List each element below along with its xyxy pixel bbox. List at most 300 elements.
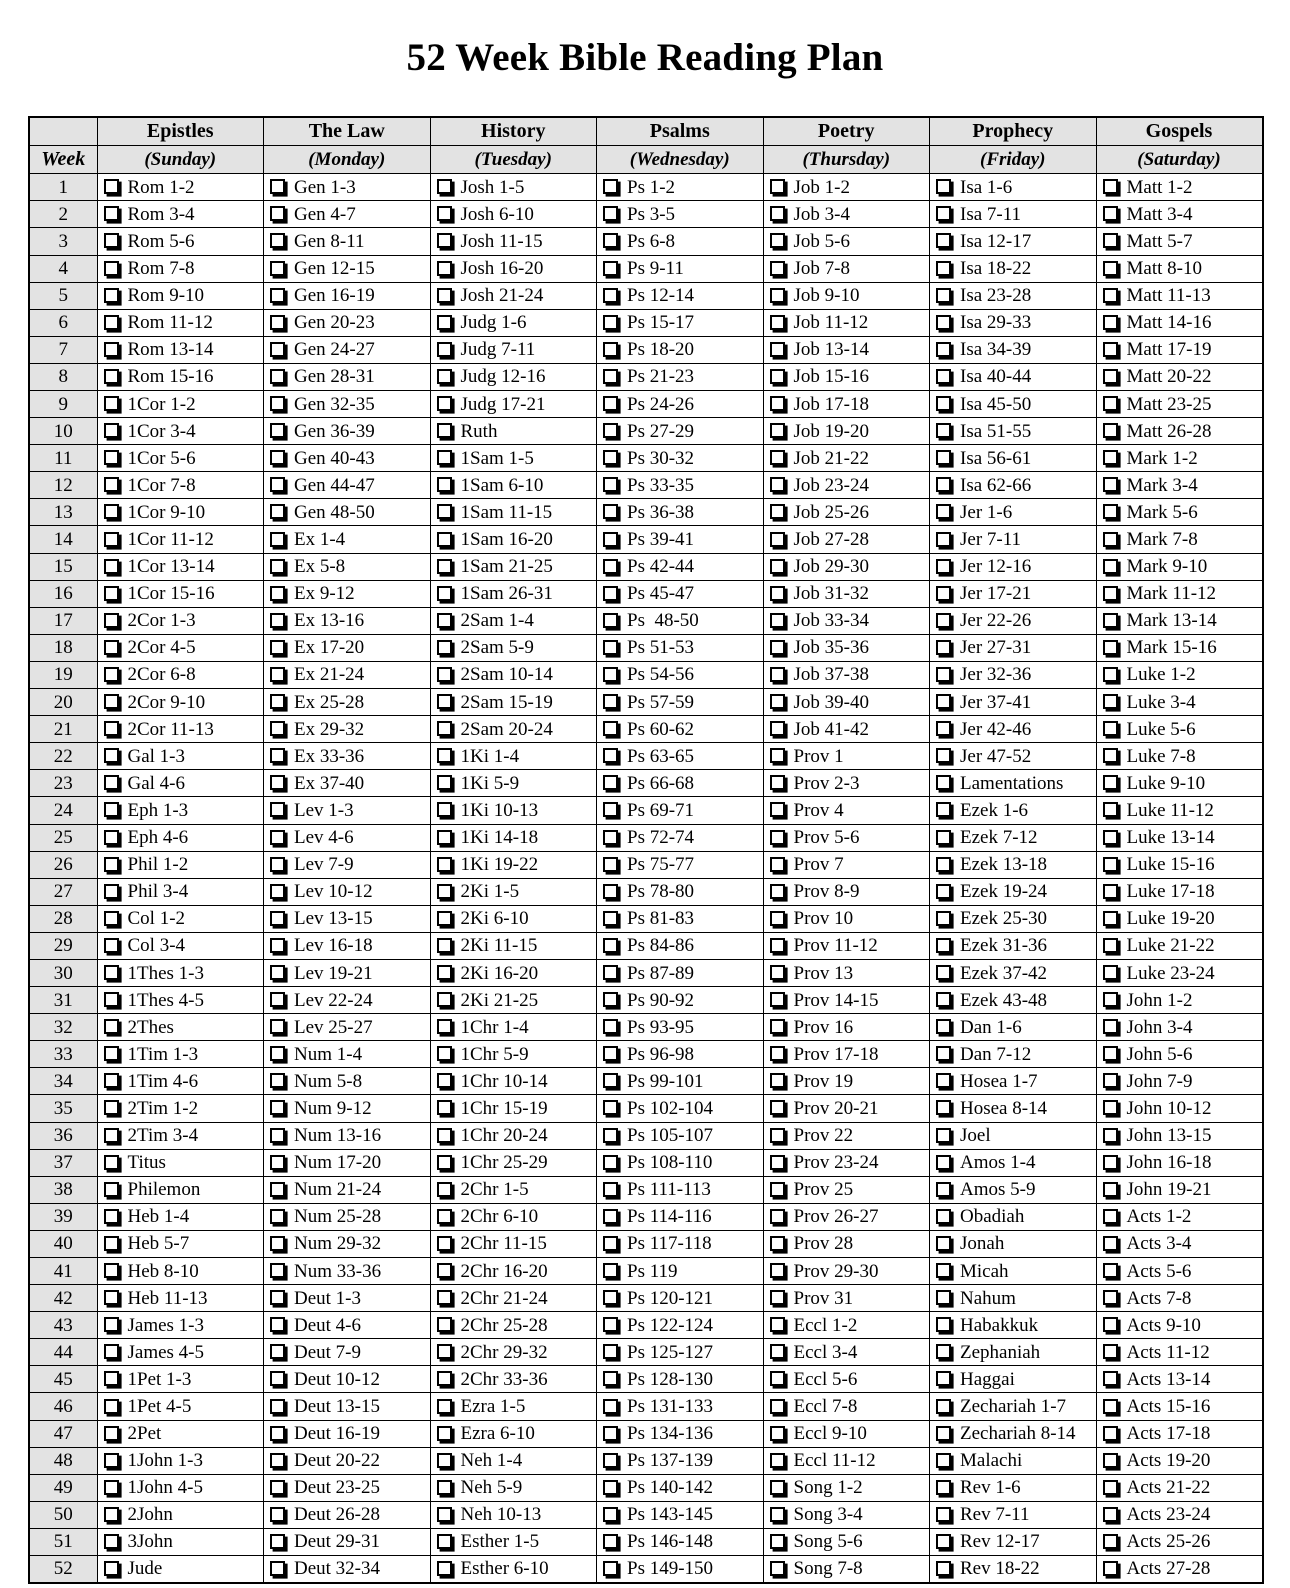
checkbox-icon[interactable] [437,1155,452,1170]
checkbox-icon[interactable] [104,613,119,628]
checkbox-icon[interactable] [104,857,119,872]
checkbox-icon[interactable] [770,504,785,519]
checkbox-icon[interactable] [104,1371,119,1386]
checkbox-icon[interactable] [936,721,951,736]
checkbox-icon[interactable] [936,613,951,628]
checkbox-icon[interactable] [603,450,618,465]
checkbox-icon[interactable] [270,721,285,736]
checkbox-icon[interactable] [437,965,452,980]
checkbox-icon[interactable] [603,396,618,411]
checkbox-icon[interactable] [603,342,618,357]
checkbox-icon[interactable] [603,1263,618,1278]
checkbox-icon[interactable] [770,1128,785,1143]
checkbox-icon[interactable] [437,1290,452,1305]
checkbox-icon[interactable] [1103,775,1118,790]
checkbox-icon[interactable] [770,586,785,601]
checkbox-icon[interactable] [104,1019,119,1034]
checkbox-icon[interactable] [770,1290,785,1305]
checkbox-icon[interactable] [104,884,119,899]
checkbox-icon[interactable] [936,748,951,763]
checkbox-icon[interactable] [1103,1534,1118,1549]
checkbox-icon[interactable] [270,369,285,384]
checkbox-icon[interactable] [437,884,452,899]
checkbox-icon[interactable] [270,288,285,303]
checkbox-icon[interactable] [270,965,285,980]
checkbox-icon[interactable] [1103,911,1118,926]
checkbox-icon[interactable] [270,477,285,492]
checkbox-icon[interactable] [936,1371,951,1386]
checkbox-icon[interactable] [936,1453,951,1468]
checkbox-icon[interactable] [270,992,285,1007]
checkbox-icon[interactable] [770,423,785,438]
checkbox-icon[interactable] [770,206,785,221]
checkbox-icon[interactable] [437,1019,452,1034]
checkbox-icon[interactable] [1103,1561,1118,1576]
checkbox-icon[interactable] [770,532,785,547]
checkbox-icon[interactable] [770,1182,785,1197]
checkbox-icon[interactable] [770,884,785,899]
checkbox-icon[interactable] [1103,613,1118,628]
checkbox-icon[interactable] [270,694,285,709]
checkbox-icon[interactable] [603,613,618,628]
checkbox-icon[interactable] [936,423,951,438]
checkbox-icon[interactable] [1103,640,1118,655]
checkbox-icon[interactable] [1103,992,1118,1007]
checkbox-icon[interactable] [770,857,785,872]
checkbox-icon[interactable] [104,911,119,926]
checkbox-icon[interactable] [1103,261,1118,276]
checkbox-icon[interactable] [936,206,951,221]
checkbox-icon[interactable] [437,1128,452,1143]
checkbox-icon[interactable] [1103,694,1118,709]
checkbox-icon[interactable] [437,1534,452,1549]
checkbox-icon[interactable] [603,802,618,817]
checkbox-icon[interactable] [1103,667,1118,682]
checkbox-icon[interactable] [104,830,119,845]
checkbox-icon[interactable] [603,179,618,194]
checkbox-icon[interactable] [437,1182,452,1197]
checkbox-icon[interactable] [437,1263,452,1278]
checkbox-icon[interactable] [1103,369,1118,384]
checkbox-icon[interactable] [1103,1399,1118,1414]
checkbox-icon[interactable] [936,396,951,411]
checkbox-icon[interactable] [104,504,119,519]
checkbox-icon[interactable] [1103,1019,1118,1034]
checkbox-icon[interactable] [270,1426,285,1441]
checkbox-icon[interactable] [936,1155,951,1170]
checkbox-icon[interactable] [104,423,119,438]
checkbox-icon[interactable] [437,1344,452,1359]
checkbox-icon[interactable] [1103,1155,1118,1170]
checkbox-icon[interactable] [770,261,785,276]
checkbox-icon[interactable] [104,748,119,763]
checkbox-icon[interactable] [1103,1453,1118,1468]
checkbox-icon[interactable] [437,1317,452,1332]
checkbox-icon[interactable] [1103,179,1118,194]
checkbox-icon[interactable] [936,1561,951,1576]
checkbox-icon[interactable] [437,857,452,872]
checkbox-icon[interactable] [936,992,951,1007]
checkbox-icon[interactable] [936,1236,951,1251]
checkbox-icon[interactable] [603,1480,618,1495]
checkbox-icon[interactable] [437,369,452,384]
checkbox-icon[interactable] [104,1344,119,1359]
checkbox-icon[interactable] [770,1561,785,1576]
checkbox-icon[interactable] [437,532,452,547]
checkbox-icon[interactable] [770,1317,785,1332]
checkbox-icon[interactable] [1103,1317,1118,1332]
checkbox-icon[interactable] [104,586,119,601]
checkbox-icon[interactable] [603,1128,618,1143]
checkbox-icon[interactable] [936,965,951,980]
checkbox-icon[interactable] [1103,559,1118,574]
checkbox-icon[interactable] [936,1100,951,1115]
checkbox-icon[interactable] [437,342,452,357]
checkbox-icon[interactable] [936,233,951,248]
checkbox-icon[interactable] [936,1480,951,1495]
checkbox-icon[interactable] [104,1290,119,1305]
checkbox-icon[interactable] [270,396,285,411]
checkbox-icon[interactable] [104,532,119,547]
checkbox-icon[interactable] [270,261,285,276]
checkbox-icon[interactable] [270,450,285,465]
checkbox-icon[interactable] [104,1155,119,1170]
checkbox-icon[interactable] [770,179,785,194]
checkbox-icon[interactable] [104,450,119,465]
checkbox-icon[interactable] [1103,1128,1118,1143]
checkbox-icon[interactable] [1103,504,1118,519]
checkbox-icon[interactable] [770,1100,785,1115]
checkbox-icon[interactable] [770,613,785,628]
checkbox-icon[interactable] [770,1046,785,1061]
checkbox-icon[interactable] [1103,1073,1118,1088]
checkbox-icon[interactable] [770,911,785,926]
checkbox-icon[interactable] [603,938,618,953]
checkbox-icon[interactable] [437,423,452,438]
checkbox-icon[interactable] [603,748,618,763]
checkbox-icon[interactable] [936,1073,951,1088]
checkbox-icon[interactable] [770,233,785,248]
checkbox-icon[interactable] [437,1046,452,1061]
checkbox-icon[interactable] [936,775,951,790]
checkbox-icon[interactable] [603,721,618,736]
checkbox-icon[interactable] [437,640,452,655]
checkbox-icon[interactable] [104,1426,119,1441]
checkbox-icon[interactable] [936,1290,951,1305]
checkbox-icon[interactable] [603,1561,618,1576]
checkbox-icon[interactable] [270,1182,285,1197]
checkbox-icon[interactable] [270,342,285,357]
checkbox-icon[interactable] [437,1453,452,1468]
checkbox-icon[interactable] [603,1426,618,1441]
checkbox-icon[interactable] [603,830,618,845]
checkbox-icon[interactable] [936,504,951,519]
checkbox-icon[interactable] [1103,423,1118,438]
checkbox-icon[interactable] [936,1128,951,1143]
checkbox-icon[interactable] [603,1317,618,1332]
checkbox-icon[interactable] [437,830,452,845]
checkbox-icon[interactable] [437,667,452,682]
checkbox-icon[interactable] [936,1046,951,1061]
checkbox-icon[interactable] [270,1209,285,1224]
checkbox-icon[interactable] [603,423,618,438]
checkbox-icon[interactable] [936,1344,951,1359]
checkbox-icon[interactable] [437,288,452,303]
checkbox-icon[interactable] [770,1073,785,1088]
checkbox-icon[interactable] [770,1534,785,1549]
checkbox-icon[interactable] [104,721,119,736]
checkbox-icon[interactable] [603,206,618,221]
checkbox-icon[interactable] [936,179,951,194]
checkbox-icon[interactable] [603,911,618,926]
checkbox-icon[interactable] [603,233,618,248]
checkbox-icon[interactable] [270,559,285,574]
checkbox-icon[interactable] [936,1534,951,1549]
checkbox-icon[interactable] [936,667,951,682]
checkbox-icon[interactable] [770,1209,785,1224]
checkbox-icon[interactable] [936,911,951,926]
checkbox-icon[interactable] [437,206,452,221]
checkbox-icon[interactable] [770,315,785,330]
checkbox-icon[interactable] [437,775,452,790]
checkbox-icon[interactable] [270,1507,285,1522]
checkbox-icon[interactable] [270,1371,285,1386]
checkbox-icon[interactable] [104,1561,119,1576]
checkbox-icon[interactable] [270,206,285,221]
checkbox-icon[interactable] [437,586,452,601]
checkbox-icon[interactable] [1103,1480,1118,1495]
checkbox-icon[interactable] [936,586,951,601]
checkbox-icon[interactable] [603,1182,618,1197]
checkbox-icon[interactable] [603,884,618,899]
checkbox-icon[interactable] [603,1534,618,1549]
checkbox-icon[interactable] [270,1344,285,1359]
checkbox-icon[interactable] [603,369,618,384]
checkbox-icon[interactable] [104,369,119,384]
checkbox-icon[interactable] [104,667,119,682]
checkbox-icon[interactable] [936,559,951,574]
checkbox-icon[interactable] [1103,1046,1118,1061]
checkbox-icon[interactable] [936,1507,951,1522]
checkbox-icon[interactable] [1103,1344,1118,1359]
checkbox-icon[interactable] [1103,1426,1118,1441]
checkbox-icon[interactable] [770,938,785,953]
checkbox-icon[interactable] [770,1371,785,1386]
checkbox-icon[interactable] [936,857,951,872]
checkbox-icon[interactable] [1103,1507,1118,1522]
checkbox-icon[interactable] [104,315,119,330]
checkbox-icon[interactable] [437,992,452,1007]
checkbox-icon[interactable] [603,1371,618,1386]
checkbox-icon[interactable] [936,802,951,817]
checkbox-icon[interactable] [270,640,285,655]
checkbox-icon[interactable] [603,965,618,980]
checkbox-icon[interactable] [770,396,785,411]
checkbox-icon[interactable] [603,586,618,601]
checkbox-icon[interactable] [770,1019,785,1034]
checkbox-icon[interactable] [603,315,618,330]
checkbox-icon[interactable] [1103,884,1118,899]
checkbox-icon[interactable] [437,748,452,763]
checkbox-icon[interactable] [1103,1263,1118,1278]
checkbox-icon[interactable] [104,1453,119,1468]
checkbox-icon[interactable] [104,261,119,276]
checkbox-icon[interactable] [104,1317,119,1332]
checkbox-icon[interactable] [104,1128,119,1143]
checkbox-icon[interactable] [104,1263,119,1278]
checkbox-icon[interactable] [770,450,785,465]
checkbox-icon[interactable] [270,532,285,547]
checkbox-icon[interactable] [936,477,951,492]
checkbox-icon[interactable] [1103,1371,1118,1386]
checkbox-icon[interactable] [1103,1236,1118,1251]
checkbox-icon[interactable] [104,992,119,1007]
checkbox-icon[interactable] [1103,477,1118,492]
checkbox-icon[interactable] [1103,1209,1118,1224]
checkbox-icon[interactable] [437,694,452,709]
checkbox-icon[interactable] [104,179,119,194]
checkbox-icon[interactable] [437,261,452,276]
checkbox-icon[interactable] [936,369,951,384]
checkbox-icon[interactable] [770,1155,785,1170]
checkbox-icon[interactable] [104,1209,119,1224]
checkbox-icon[interactable] [770,992,785,1007]
checkbox-icon[interactable] [1103,1100,1118,1115]
checkbox-icon[interactable] [603,1399,618,1414]
checkbox-icon[interactable] [270,1019,285,1034]
checkbox-icon[interactable] [437,1507,452,1522]
checkbox-icon[interactable] [437,450,452,465]
checkbox-icon[interactable] [936,1209,951,1224]
checkbox-icon[interactable] [270,1399,285,1414]
checkbox-icon[interactable] [770,1344,785,1359]
checkbox-icon[interactable] [936,1317,951,1332]
checkbox-icon[interactable] [1103,586,1118,601]
checkbox-icon[interactable] [936,1399,951,1414]
checkbox-icon[interactable] [936,694,951,709]
checkbox-icon[interactable] [1103,721,1118,736]
checkbox-icon[interactable] [104,1182,119,1197]
checkbox-icon[interactable] [270,1046,285,1061]
checkbox-icon[interactable] [603,1019,618,1034]
checkbox-icon[interactable] [603,1209,618,1224]
checkbox-icon[interactable] [1103,450,1118,465]
checkbox-icon[interactable] [104,1100,119,1115]
checkbox-icon[interactable] [270,1073,285,1088]
checkbox-icon[interactable] [270,857,285,872]
checkbox-icon[interactable] [603,1100,618,1115]
checkbox-icon[interactable] [437,613,452,628]
checkbox-icon[interactable] [770,1480,785,1495]
checkbox-icon[interactable] [770,748,785,763]
checkbox-icon[interactable] [603,1453,618,1468]
checkbox-icon[interactable] [936,1019,951,1034]
checkbox-icon[interactable] [437,721,452,736]
checkbox-icon[interactable] [270,830,285,845]
checkbox-icon[interactable] [270,1480,285,1495]
checkbox-icon[interactable] [603,775,618,790]
checkbox-icon[interactable] [603,992,618,1007]
checkbox-icon[interactable] [104,233,119,248]
checkbox-icon[interactable] [437,1371,452,1386]
checkbox-icon[interactable] [104,1236,119,1251]
checkbox-icon[interactable] [437,938,452,953]
checkbox-icon[interactable] [1103,965,1118,980]
checkbox-icon[interactable] [270,667,285,682]
checkbox-icon[interactable] [936,532,951,547]
checkbox-icon[interactable] [270,1317,285,1332]
checkbox-icon[interactable] [104,1073,119,1088]
checkbox-icon[interactable] [437,179,452,194]
checkbox-icon[interactable] [104,342,119,357]
checkbox-icon[interactable] [1103,288,1118,303]
checkbox-icon[interactable] [770,1426,785,1441]
checkbox-icon[interactable] [603,857,618,872]
checkbox-icon[interactable] [936,1182,951,1197]
checkbox-icon[interactable] [270,1263,285,1278]
checkbox-icon[interactable] [603,532,618,547]
checkbox-icon[interactable] [104,802,119,817]
checkbox-icon[interactable] [936,450,951,465]
checkbox-icon[interactable] [936,830,951,845]
checkbox-icon[interactable] [936,261,951,276]
checkbox-icon[interactable] [270,938,285,953]
checkbox-icon[interactable] [437,1399,452,1414]
checkbox-icon[interactable] [104,1534,119,1549]
checkbox-icon[interactable] [437,396,452,411]
checkbox-icon[interactable] [104,965,119,980]
checkbox-icon[interactable] [936,1263,951,1278]
checkbox-icon[interactable] [770,288,785,303]
checkbox-icon[interactable] [270,1236,285,1251]
checkbox-icon[interactable] [603,1236,618,1251]
checkbox-icon[interactable] [936,640,951,655]
checkbox-icon[interactable] [936,884,951,899]
checkbox-icon[interactable] [270,802,285,817]
checkbox-icon[interactable] [770,1236,785,1251]
checkbox-icon[interactable] [270,1155,285,1170]
checkbox-icon[interactable] [936,288,951,303]
checkbox-icon[interactable] [770,721,785,736]
checkbox-icon[interactable] [603,559,618,574]
checkbox-icon[interactable] [437,559,452,574]
checkbox-icon[interactable] [104,477,119,492]
checkbox-icon[interactable] [603,1290,618,1305]
checkbox-icon[interactable] [270,315,285,330]
checkbox-icon[interactable] [770,775,785,790]
checkbox-icon[interactable] [1103,396,1118,411]
checkbox-icon[interactable] [270,1100,285,1115]
checkbox-icon[interactable] [1103,315,1118,330]
checkbox-icon[interactable] [437,911,452,926]
checkbox-icon[interactable] [770,802,785,817]
checkbox-icon[interactable] [603,667,618,682]
checkbox-icon[interactable] [603,1046,618,1061]
checkbox-icon[interactable] [270,1453,285,1468]
checkbox-icon[interactable] [603,288,618,303]
checkbox-icon[interactable] [270,504,285,519]
checkbox-icon[interactable] [270,911,285,926]
checkbox-icon[interactable] [104,559,119,574]
checkbox-icon[interactable] [603,640,618,655]
checkbox-icon[interactable] [1103,748,1118,763]
checkbox-icon[interactable] [770,342,785,357]
checkbox-icon[interactable] [104,640,119,655]
checkbox-icon[interactable] [104,1399,119,1414]
checkbox-icon[interactable] [270,1290,285,1305]
checkbox-icon[interactable] [104,206,119,221]
checkbox-icon[interactable] [270,748,285,763]
